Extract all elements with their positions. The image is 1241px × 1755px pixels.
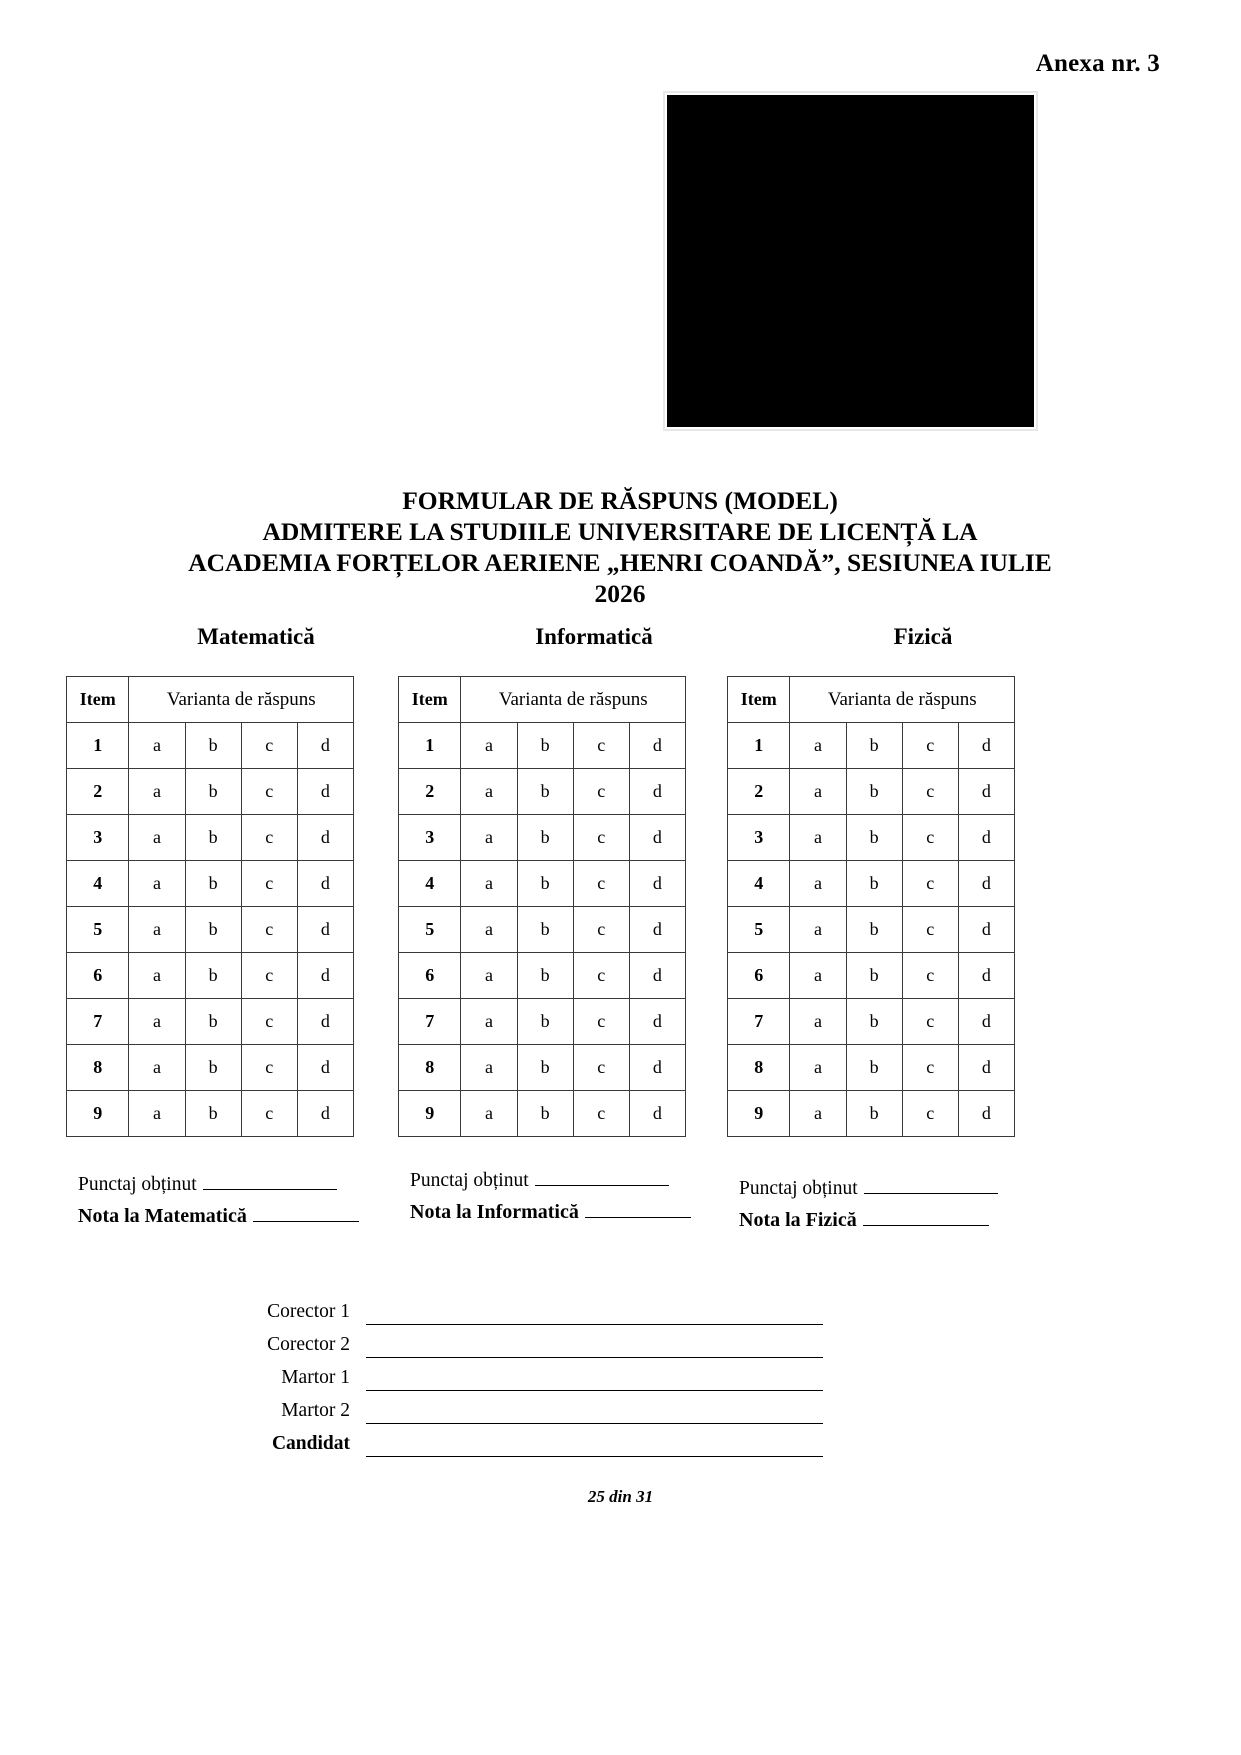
answer-option-cell[interactable]: c (241, 907, 297, 953)
table-row (728, 861, 1015, 907)
subject-headings-row (0, 624, 1241, 658)
answer-option-cell[interactable]: c (902, 999, 958, 1045)
punctaj-input-fizica[interactable] (864, 1193, 998, 1194)
answer-option-cell[interactable]: b (185, 769, 241, 815)
header-item: Item (67, 677, 129, 723)
answer-option-cell[interactable]: d (958, 723, 1014, 769)
punctaj-label-matematica: Punctaj obținut (78, 1174, 197, 1195)
answer-option-cell[interactable]: d (958, 953, 1014, 999)
table-row (399, 815, 686, 861)
table-row (67, 723, 354, 769)
answer-option-cell[interactable]: b (846, 723, 902, 769)
punctaj-label-informatica: Punctaj obținut (410, 1170, 529, 1191)
answer-option-cell[interactable]: a (790, 723, 846, 769)
answer-option-cell[interactable]: a (790, 861, 846, 907)
signature-input[interactable] (366, 1333, 823, 1358)
answer-option-cell[interactable]: c (241, 1045, 297, 1091)
answer-option-cell[interactable]: c (241, 723, 297, 769)
answer-option-cell[interactable]: b (517, 861, 573, 907)
nota-row-matematica (78, 1205, 359, 1228)
answer-option-cell[interactable]: a (461, 815, 517, 861)
signature-label: Corector 1 (267, 1301, 350, 1322)
row-item-number: 1 (399, 723, 461, 769)
answer-option-cell[interactable]: a (129, 1045, 185, 1091)
answer-option-cell[interactable]: b (517, 1091, 573, 1137)
table-row (67, 999, 354, 1045)
answer-option-cell[interactable]: d (629, 1091, 685, 1137)
answer-option-cell[interactable]: b (517, 907, 573, 953)
answer-option-cell[interactable]: c (902, 815, 958, 861)
signature-label: Candidat (271, 1433, 350, 1454)
header-variant: Varianta de răspuns (129, 677, 354, 723)
header-item: Item (399, 677, 461, 723)
answer-option-cell[interactable]: b (517, 815, 573, 861)
table-row (399, 999, 686, 1045)
score-block-fizica (739, 1178, 998, 1241)
table-row (67, 1045, 354, 1091)
answer-option-cell[interactable]: b (185, 999, 241, 1045)
nota-input-fizica[interactable] (863, 1225, 989, 1226)
answer-option-cell[interactable]: a (790, 953, 846, 999)
answer-option-cell[interactable]: b (517, 953, 573, 999)
answer-option-cell[interactable]: c (573, 907, 629, 953)
row-item-number: 9 (728, 1091, 790, 1137)
row-item-number: 3 (728, 815, 790, 861)
answer-option-cell[interactable]: d (958, 769, 1014, 815)
table-row (399, 953, 686, 999)
title-line-2: ADMITERE LA STUDIILE UNIVERSITARE DE LICENȚĂ LA (262, 517, 978, 546)
nota-row-fizica (739, 1209, 998, 1232)
row-item-number: 8 (67, 1045, 129, 1091)
signature-row (200, 1358, 840, 1391)
answer-option-cell[interactable]: d (958, 1045, 1014, 1091)
row-item-number: 8 (399, 1045, 461, 1091)
answer-option-cell[interactable]: c (573, 1091, 629, 1137)
row-item-number: 5 (399, 907, 461, 953)
answer-option-cell[interactable]: c (902, 1045, 958, 1091)
answer-option-cell[interactable]: a (790, 815, 846, 861)
row-item-number: 2 (728, 769, 790, 815)
table-row (728, 769, 1015, 815)
answer-option-cell[interactable]: a (790, 907, 846, 953)
table-header-row (728, 677, 1015, 723)
answer-option-cell[interactable]: a (129, 723, 185, 769)
answer-option-cell[interactable]: d (297, 769, 353, 815)
row-item-number: 9 (67, 1091, 129, 1137)
table-row (399, 907, 686, 953)
title-line-1: FORMULAR DE RĂSPUNS (MODEL) (402, 486, 838, 515)
answer-option-cell[interactable]: b (846, 999, 902, 1045)
table-row (728, 1091, 1015, 1137)
answer-option-cell[interactable]: d (629, 999, 685, 1045)
answer-option-cell[interactable]: a (461, 769, 517, 815)
row-item-number: 3 (399, 815, 461, 861)
score-block-matematica (78, 1174, 359, 1237)
row-item-number: 6 (399, 953, 461, 999)
row-item-number: 4 (728, 861, 790, 907)
row-item-number: 4 (67, 861, 129, 907)
nota-label-informatica: Nota la Informatică (410, 1201, 579, 1223)
answer-option-cell[interactable]: a (129, 1091, 185, 1137)
answer-option-cell[interactable]: d (629, 1045, 685, 1091)
answer-option-cell[interactable]: c (573, 723, 629, 769)
table-row (67, 815, 354, 861)
signature-label: Martor 2 (281, 1400, 350, 1421)
answer-option-cell[interactable]: d (629, 953, 685, 999)
row-item-number: 6 (728, 953, 790, 999)
table-row (67, 1091, 354, 1137)
answer-table-matematica[interactable] (66, 676, 354, 1137)
punctaj-row-informatica (410, 1170, 691, 1192)
answer-option-cell[interactable]: d (297, 1045, 353, 1091)
answer-option-cell[interactable]: c (241, 999, 297, 1045)
answer-option-cell[interactable]: a (129, 815, 185, 861)
row-item-number: 5 (728, 907, 790, 953)
table-row (728, 907, 1015, 953)
punctaj-row-fizica (739, 1178, 998, 1200)
table-header-row (67, 677, 354, 723)
answer-option-cell[interactable]: a (129, 953, 185, 999)
row-item-number: 7 (728, 999, 790, 1045)
punctaj-input-informatica[interactable] (535, 1185, 669, 1186)
answer-option-cell[interactable]: b (517, 1045, 573, 1091)
answer-option-cell[interactable]: c (573, 769, 629, 815)
title-line-4: 2026 (594, 579, 646, 608)
answer-option-cell[interactable]: c (241, 861, 297, 907)
answer-option-cell[interactable]: d (297, 723, 353, 769)
answer-option-cell[interactable]: d (629, 907, 685, 953)
signature-label: Martor 1 (281, 1367, 350, 1388)
answer-option-cell[interactable]: b (185, 861, 241, 907)
nota-input-informatica[interactable] (585, 1217, 691, 1218)
row-item-number: 1 (728, 723, 790, 769)
answer-option-cell[interactable]: a (129, 769, 185, 815)
answer-option-cell[interactable]: d (297, 1091, 353, 1137)
nota-row-informatica (410, 1201, 691, 1224)
answer-option-cell[interactable]: d (958, 861, 1014, 907)
row-item-number: 4 (399, 861, 461, 907)
answer-option-cell[interactable]: d (297, 953, 353, 999)
signature-row (200, 1325, 840, 1358)
answer-option-cell[interactable]: b (185, 907, 241, 953)
answer-option-cell[interactable]: b (517, 769, 573, 815)
answer-option-cell[interactable]: a (461, 1091, 517, 1137)
answer-option-cell[interactable]: c (902, 723, 958, 769)
row-item-number: 7 (67, 999, 129, 1045)
score-block-informatica (410, 1170, 691, 1233)
answer-option-cell[interactable]: d (629, 815, 685, 861)
answer-option-cell[interactable]: c (902, 953, 958, 999)
answer-option-cell[interactable]: d (297, 999, 353, 1045)
answer-option-cell[interactable]: a (129, 907, 185, 953)
answer-table-informatica[interactable] (398, 676, 686, 1137)
row-item-number: 2 (67, 769, 129, 815)
signature-row (200, 1391, 840, 1424)
table-header-row (399, 677, 686, 723)
answer-option-cell[interactable]: c (573, 861, 629, 907)
punctaj-input-matematica[interactable] (203, 1189, 337, 1190)
header-variant: Varianta de răspuns (790, 677, 1015, 723)
answer-option-cell[interactable]: a (461, 861, 517, 907)
table-row (728, 723, 1015, 769)
answer-option-cell[interactable]: b (846, 907, 902, 953)
signature-block (200, 1292, 840, 1457)
answer-option-cell[interactable]: c (573, 999, 629, 1045)
answer-option-cell[interactable]: a (129, 861, 185, 907)
answer-option-cell[interactable]: b (185, 815, 241, 861)
answer-option-cell[interactable]: c (573, 953, 629, 999)
answer-option-cell[interactable]: d (629, 769, 685, 815)
answer-option-cell[interactable]: b (846, 815, 902, 861)
row-item-number: 9 (399, 1091, 461, 1137)
document-title (70, 485, 1170, 609)
answer-option-cell[interactable]: a (461, 999, 517, 1045)
table-row (67, 953, 354, 999)
signature-input[interactable] (366, 1366, 823, 1391)
table-row (399, 769, 686, 815)
answer-option-cell[interactable]: b (185, 1045, 241, 1091)
answer-option-cell[interactable]: a (461, 723, 517, 769)
answer-option-cell[interactable]: d (629, 723, 685, 769)
answer-option-cell[interactable]: c (241, 769, 297, 815)
row-item-number: 8 (728, 1045, 790, 1091)
answer-option-cell[interactable]: c (241, 815, 297, 861)
signature-row (200, 1424, 840, 1457)
signature-input[interactable] (366, 1399, 823, 1424)
table-row (728, 1045, 1015, 1091)
row-item-number: 6 (67, 953, 129, 999)
signature-input[interactable] (366, 1432, 823, 1457)
header-item: Item (728, 677, 790, 723)
answer-option-cell[interactable]: d (958, 815, 1014, 861)
answer-option-cell[interactable]: a (790, 1045, 846, 1091)
table-row (399, 1091, 686, 1137)
subject-heading-informatica: Informatică (535, 624, 653, 649)
answer-option-cell[interactable]: b (846, 953, 902, 999)
answer-option-cell[interactable]: a (790, 769, 846, 815)
answer-table-fizica[interactable] (727, 676, 1015, 1137)
answer-option-cell[interactable]: a (461, 953, 517, 999)
answer-option-cell[interactable]: a (461, 1045, 517, 1091)
punctaj-label-fizica: Punctaj obținut (739, 1178, 858, 1199)
table-row (399, 1045, 686, 1091)
signature-input[interactable] (366, 1300, 823, 1325)
signature-row (200, 1292, 840, 1325)
answer-option-cell[interactable]: c (902, 1091, 958, 1137)
answer-option-cell[interactable]: b (517, 723, 573, 769)
answer-option-cell[interactable]: b (185, 723, 241, 769)
table-row (67, 907, 354, 953)
signature-label: Corector 2 (267, 1334, 350, 1355)
nota-label-matematica: Nota la Matematică (78, 1205, 247, 1227)
answer-option-cell[interactable]: a (129, 999, 185, 1045)
table-row (728, 815, 1015, 861)
answer-option-cell[interactable]: c (241, 953, 297, 999)
subject-heading-fizica: Fizică (893, 624, 953, 649)
row-item-number: 5 (67, 907, 129, 953)
table-row (67, 861, 354, 907)
table-row (67, 769, 354, 815)
row-item-number: 1 (67, 723, 129, 769)
row-item-number: 2 (399, 769, 461, 815)
answer-option-cell[interactable]: d (297, 815, 353, 861)
answer-option-cell[interactable]: c (573, 1045, 629, 1091)
title-line-3: ACADEMIA FORȚELOR AERIENE „HENRI COANDĂ”, SESIUNEA IULIE (188, 548, 1052, 577)
punctaj-row-matematica (78, 1174, 359, 1196)
answer-option-cell[interactable]: a (790, 999, 846, 1045)
answer-option-cell[interactable]: d (958, 907, 1014, 953)
answer-option-cell[interactable]: b (846, 1091, 902, 1137)
answer-option-cell[interactable]: c (573, 815, 629, 861)
nota-label-fizica: Nota la Fizică (739, 1209, 857, 1231)
candidate-photo-placeholder (667, 95, 1034, 427)
answer-option-cell[interactable]: b (846, 861, 902, 907)
row-item-number: 3 (67, 815, 129, 861)
answer-option-cell[interactable]: b (517, 999, 573, 1045)
answer-option-cell[interactable]: c (902, 769, 958, 815)
answer-option-cell[interactable]: b (185, 953, 241, 999)
answer-option-cell[interactable]: d (297, 861, 353, 907)
answer-option-cell[interactable]: b (185, 1091, 241, 1137)
annex-number-label: Anexa nr. 3 (1035, 50, 1160, 77)
answer-option-cell[interactable]: d (629, 861, 685, 907)
page-footer: 25 din 31 (587, 1487, 654, 1506)
answer-option-cell[interactable]: d (297, 907, 353, 953)
table-row (399, 723, 686, 769)
answer-option-cell[interactable]: c (902, 907, 958, 953)
answer-option-cell[interactable]: c (241, 1091, 297, 1137)
row-item-number: 7 (399, 999, 461, 1045)
answer-option-cell[interactable]: b (846, 769, 902, 815)
answer-option-cell[interactable]: d (958, 999, 1014, 1045)
nota-input-matematica[interactable] (253, 1221, 359, 1222)
answer-option-cell[interactable]: a (461, 907, 517, 953)
table-row (399, 861, 686, 907)
subject-heading-matematica: Matematică (197, 624, 315, 649)
answer-option-cell[interactable]: a (790, 1091, 846, 1137)
header-variant: Varianta de răspuns (461, 677, 686, 723)
answer-option-cell[interactable]: d (958, 1091, 1014, 1137)
table-row (728, 953, 1015, 999)
table-row (728, 999, 1015, 1045)
candidate-photo-frame (663, 91, 1038, 431)
answer-option-cell[interactable]: b (846, 1045, 902, 1091)
answer-option-cell[interactable]: c (902, 861, 958, 907)
